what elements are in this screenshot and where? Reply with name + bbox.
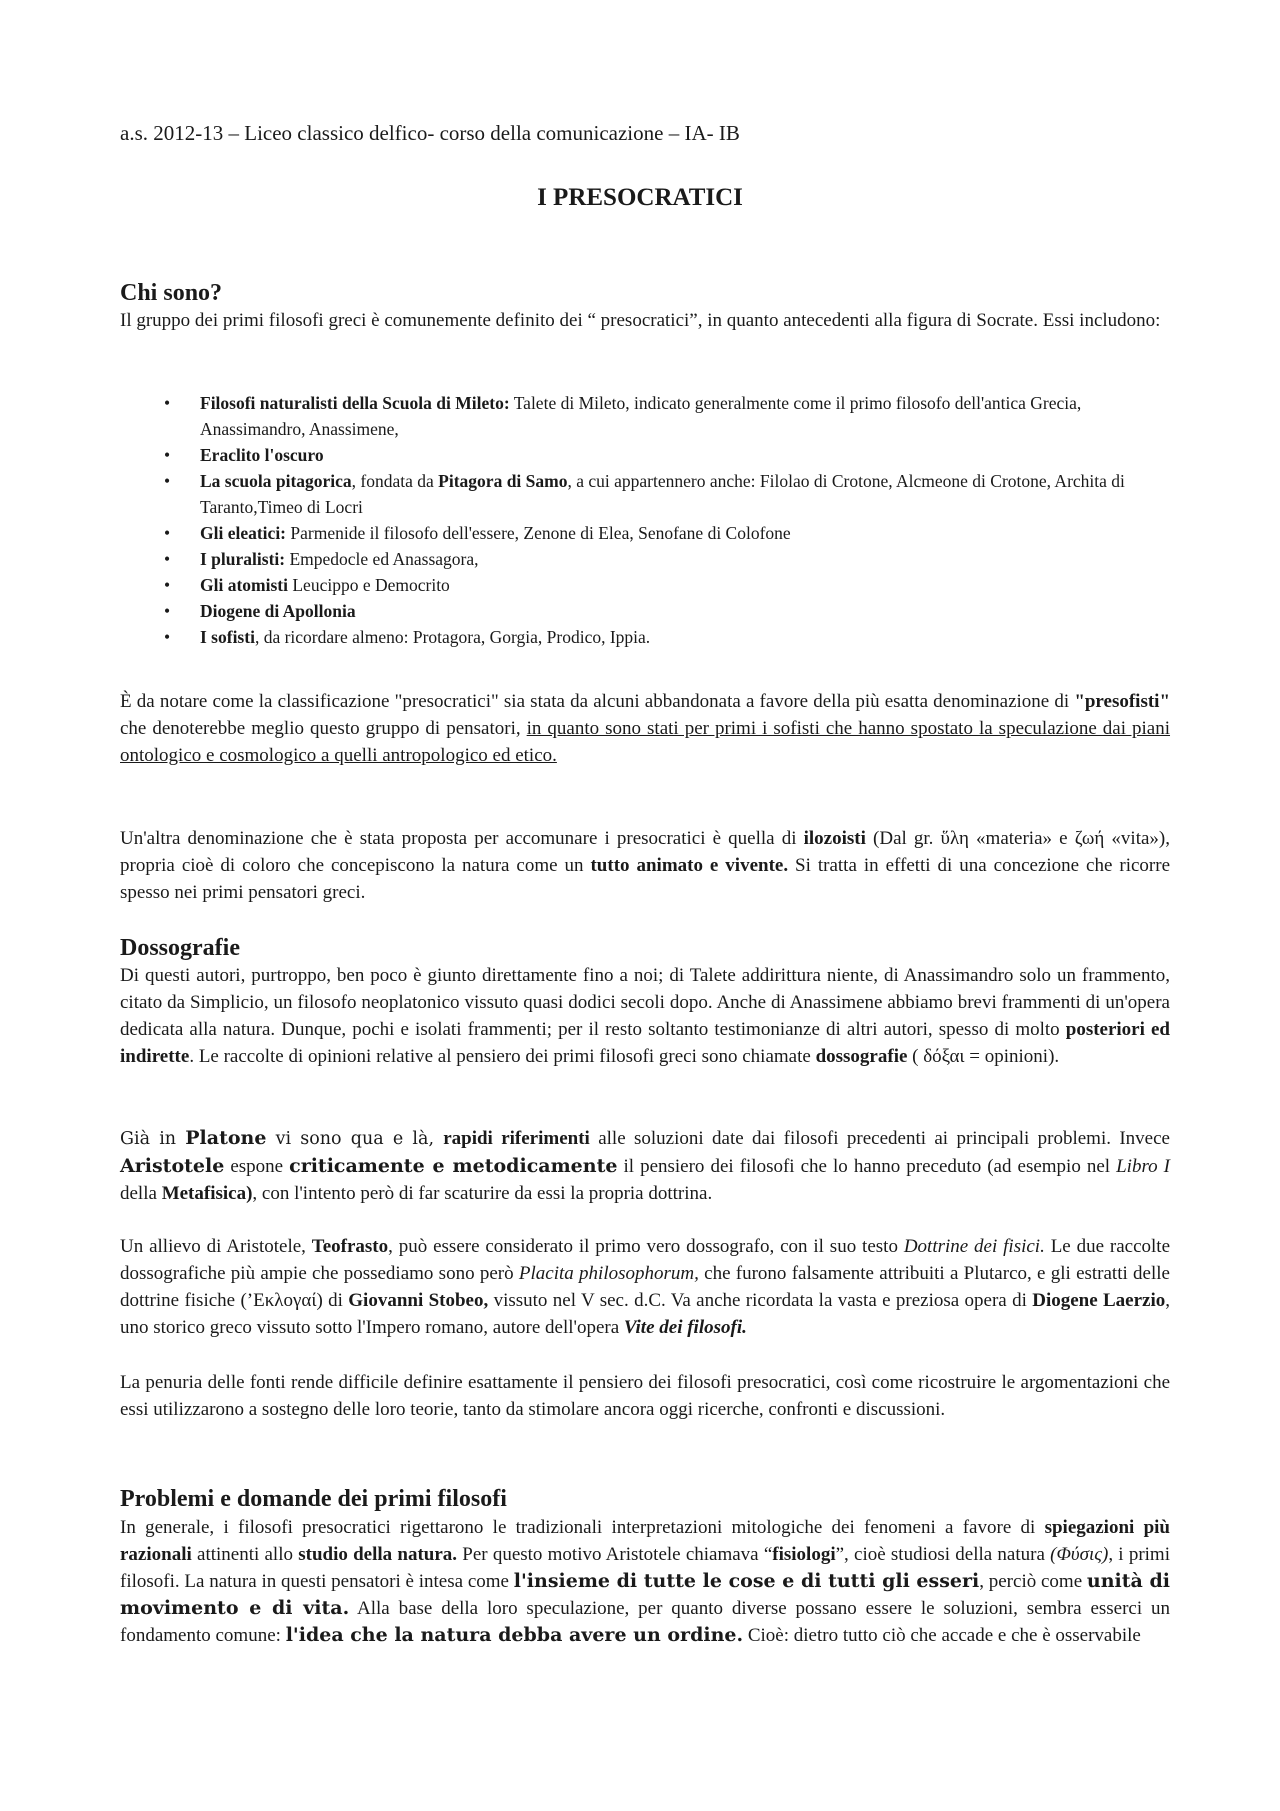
problemi-paragraph-1: In generale, i filosofi presocratici rigettarono le tradizionali interpretazioni mitologiche dei fenomeni a favore di spiegazioni più razionali attinenti allo studio della natura. Per questo motivo Aristotele chiamava “fisiologi”, cioè studiosi della natura (Φύσις), i primi filosofi. La natura in questi pensatori è intesa come l'insieme di tutte le cose e di tutti gli esseri, perciò come unità di movimento e di vita. Alla base della loro speculazione, per quanto diverse possano essere le soluzioni, sembra esserci un fondamento comune: l'idea che la natura debba avere un ordine. Cioè: dietro tutto ciò che accade e che è osservabile [120,1517,1170,1646]
ilozoisti-paragraph: Un'altra denominazione che è stata proposta per accomunare i presocratici è quella di ilozoisti (Dal gr. ὕλη «materia» e ζωή «vita»), propria cioè di coloro che concepiscono la natura come un tutto animato e vivente. Si tratta in effetti di una concezione che ricorre spesso nei primi pensatori greci. [120,828,1171,903]
presocratici-list [120,390,1170,650]
dossografie-paragraph-4: La penuria delle fonti rende difficile definire esattamente il pensiero dei filosofi presocratici, così come ricostruire le argomentazioni che essi utilizzarono a sostegno delle loro teorie, tanto da stimolare ancora oggi ricerche, confronti e discussioni. [120,1372,1170,1420]
list-item: • Gli atomisti Leucippo e Democrito [120,572,1170,598]
dossografie-paragraph-3: Un allievo di Aristotele, Teofrasto, può essere considerato il primo vero dossografo, con il suo testo Dottrine dei fisici. Le due raccolte dossografiche più ampie che possediamo sono però Placita philosophorum, che furono falsamente attribuiti a Plutarco, e gli estratti delle dottrine fisiche (’Eκλογαί) di Giovanni Stobeo, vissuto nel V sec. d.C. Va anche ricordata la vasta e preziosa opera di Diogene Laerzio, uno storico greco vissuto sotto l'Impero romano, autore dell'opera Vite dei filosofi. [120,1236,1171,1338]
dossografie-paragraph-2: Già in Platone vi sono qua e là, rapidi riferimenti alle soluzioni date dai filosofi precedenti ai principali problemi. Invece Aristotele espone criticamente e metodicamente il pensiero dei filosofi che lo hanno preceduto (ad esempio nel Libro I della Metafisica), con l'intento però di far scaturire da essi la propria dottrina. [120,1127,1171,1204]
bullet-icon: • [164,549,171,569]
list-item: • I pluralisti: Empedocle ed Anassagora, [120,546,1170,572]
list-item: • Eraclito l'oscuro [120,442,1170,468]
document-header: a.s. 2012-13 – Liceo classico delfico- corso della comunicazione – IA- IB [120,121,740,145]
presofisti-paragraph: È da notare come la classificazione "presocratici" sia stata da alcuni abbandonata a favore della più esatta denominazione di "presofisti" che denoterebbe meglio questo gruppo di pensatori, in quanto sono stati per primi i sofisti che hanno spostato la speculazione dai piani ontologico e cosmologico a quelli antropologico ed etico. [120,691,1171,766]
list-item: • La scuola pitagorica, fondata da Pitagora di Samo, a cui appartennero anche: Filolao di Crotone, Alcmeone di Crotone, Archita di Taranto,Timeo di Locri [120,468,1170,520]
list-item: • Gli eleatici: Parmenide il filosofo dell'essere, Zenone di Elea, Senofane di Colofone [120,520,1170,546]
bullet-icon: • [164,601,171,621]
bullet-icon: • [164,445,171,465]
list-item: • Diogene di Apollonia [120,598,1170,624]
section-heading-problemi: Problemi e domande dei primi filosofi [120,1486,507,1512]
bullet-icon: • [164,627,171,647]
bullet-icon: • [164,575,171,595]
bullet-icon: • [164,471,171,491]
list-item: • I sofisti, da ricordare almeno: Protagora, Gorgia, Prodico, Ippia. [120,624,1170,650]
list-item: • Filosofi naturalisti della Scuola di Mileto: Talete di Mileto, indicato generalmente come il primo filosofo dell'antica Grecia, Anassimandro, Anassimene, [120,390,1170,442]
section-heading-chi-sono: Chi sono? [120,280,223,306]
page-title: I PRESOCRATICI [537,184,743,211]
bullet-icon: • [164,523,171,543]
section-heading-dossografie: Dossografie [120,935,240,961]
dossografie-paragraph-1: Di questi autori, purtroppo, ben poco è giunto direttamente fino a noi; di Talete addirittura niente, di Anassimandro solo un frammento, citato da Simplicio, un filosofo neoplatonico vissuto quasi dodici secoli dopo. Anche di Anassimene abbiamo brevi frammenti di un'opera dedicata alla natura. Dunque, pochi e isolati frammenti; per il resto soltanto testimonianze di altri autori, spesso di molto posteriori ed indirette. Le raccolte di opinioni relative al pensiero dei primi filosofi greci sono chiamate dossografie ( δόξαι = opinioni). [120,965,1170,1067]
bullet-icon: • [164,393,171,413]
intro-paragraph: Il gruppo dei primi filosofi greci è comunemente definito dei “ presocratici”, in quanto antecedenti alla figura di Socrate. Essi includono: [120,310,1161,331]
